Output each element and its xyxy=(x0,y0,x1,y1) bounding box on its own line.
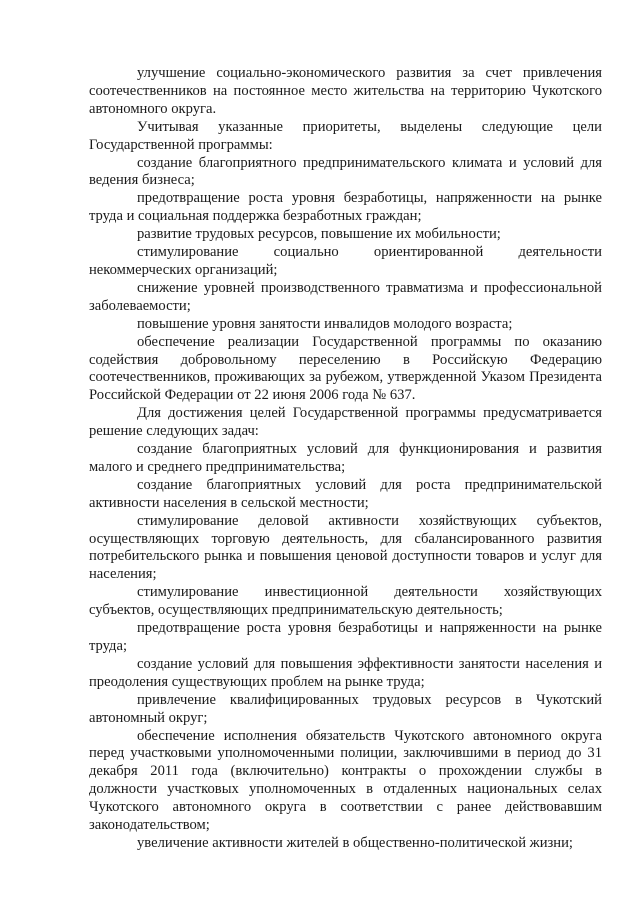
paragraph: стимулирование инвестиционной деятельности хозяйствующих субъектов, осуществляющих предпринимательскую деятельность; xyxy=(89,584,602,619)
paragraph: предотвращение роста уровня безработицы, напряженности на рынке труда и социальная поддержка безработных граждан; xyxy=(89,190,602,225)
paragraph: стимулирование деловой активности хозяйствующих субъектов, осуществляющих торговую деятельность, для сбалансированного развития потребительского рынка и повышения ценовой доступности товаров и услуг для населения; xyxy=(89,512,602,583)
paragraph: создание благоприятных условий для роста предпринимательской активности населения в сельской местности; xyxy=(89,476,602,511)
paragraph: обеспечение исполнения обязательств Чукотского автономного округа перед участковыми уполномоченными полиции, заключившими в период до 31 декабря 2011 года (включительно) контракты о прохождении службы в должности участковых уполномоченных в отдаленных национальных селах Чукотского автономного округа в соответствии с ранее действовавшим законодательством; xyxy=(89,727,602,834)
document-page xyxy=(89,65,602,853)
paragraph: улучшение социально-экономического развития за счет привлечения соотечественников на постоянное место жительства на территорию Чукотского автономного округа. xyxy=(89,65,602,117)
paragraph: обеспечение реализации Государственной программы по оказанию содействия добровольному переселению в Российскую Федерацию соотечественников, проживающих за рубежом, утвержденной Указом Президента Российской Федерации от 22 июня 2006 года № 637. xyxy=(89,333,602,404)
paragraph: создание благоприятного предпринимательского климата и условий для ведения бизнеса; xyxy=(89,154,602,189)
paragraph: развитие трудовых ресурсов, повышение их мобильности; xyxy=(137,226,501,243)
paragraph: Учитывая указанные приоритеты, выделены следующие цели Государственной программы: xyxy=(89,118,602,153)
paragraph: привлечение квалифицированных трудовых ресурсов в Чукотский автономный округ; xyxy=(89,691,602,726)
paragraph: стимулирование социально ориентированной деятельности некоммерческих организаций; xyxy=(89,244,602,278)
paragraph: снижение уровней производственного травматизма и профессиональной заболеваемости; xyxy=(89,279,602,314)
paragraph: повышение уровня занятости инвалидов молодого возраста; xyxy=(137,315,513,332)
paragraph: создание условий для повышения эффективности занятости населения и преодоления существующих проблем на рынке труда; xyxy=(89,655,602,690)
paragraph: создание благоприятных условий для функционирования и развития малого и среднего предпринимательства; xyxy=(89,441,602,475)
paragraph: увеличение активности жителей в общественно-политической жизни; xyxy=(137,834,573,851)
paragraph: Для достижения целей Государственной программы предусматривается решение следующих задач: xyxy=(89,405,602,440)
paragraph: предотвращение роста уровня безработицы и напряженности на рынке труда; xyxy=(89,620,602,654)
